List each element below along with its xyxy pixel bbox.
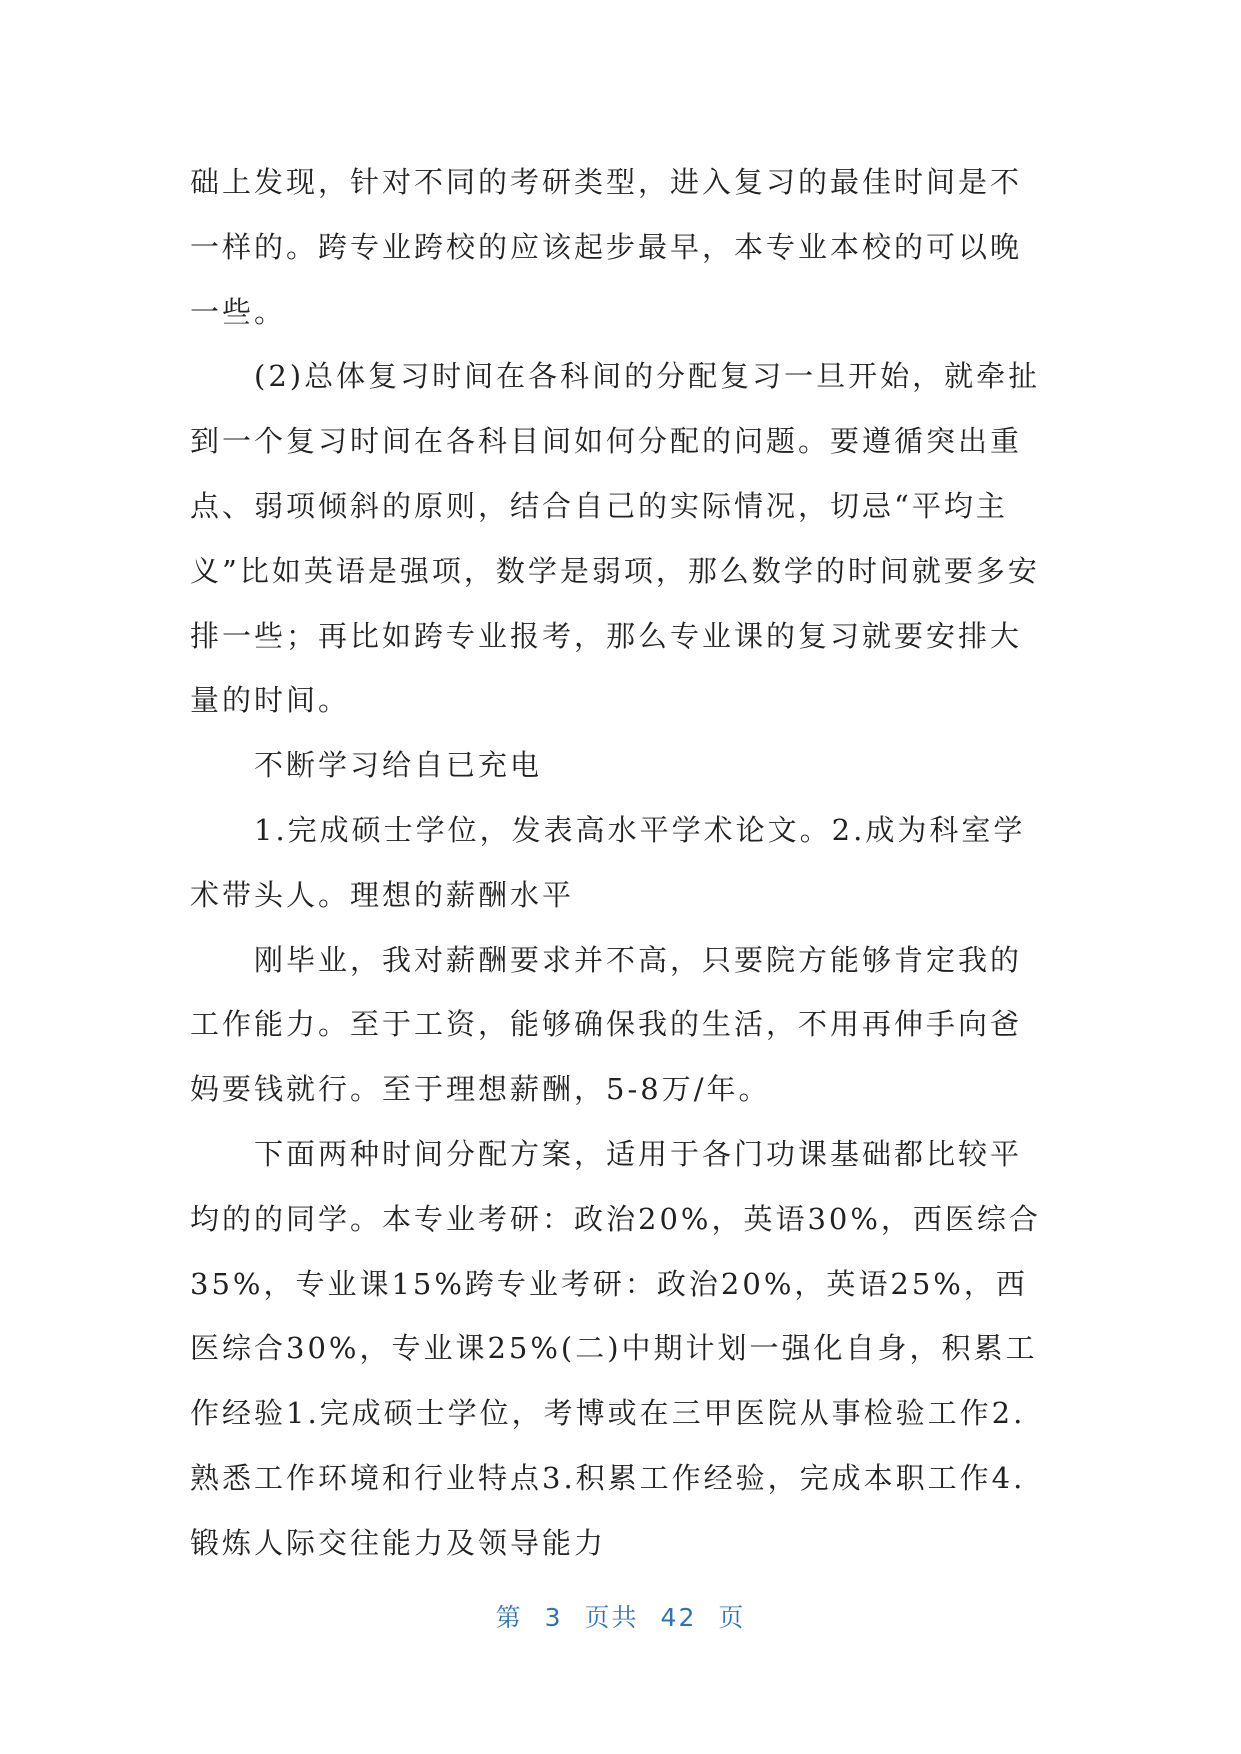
footer-suffix: 页 bbox=[718, 1603, 746, 1632]
footer-prefix: 第 bbox=[495, 1603, 523, 1632]
paragraph-continuation: 础上发现，针对不同的考研类型，进入复习的最佳时间是不一样的。跨专业跨校的应该起步最早，本专业本校的可以晚一些。 bbox=[190, 165, 1023, 329]
paragraph-goals: 1.完成硕士学位，发表高水平学术论文。2.成为科室学术带头人。理想的薪酬水平 bbox=[190, 812, 1026, 912]
document-body bbox=[190, 150, 1052, 1576]
page-footer bbox=[0, 1598, 1241, 1634]
footer-middle: 页共 bbox=[584, 1603, 639, 1632]
paragraph-salary: 刚毕业，我对薪酬要求并不高，只要院方能够肯定我的工作能力。至于工资，能够确保我的生活，不用再伸手向爸妈要钱就行。至于理想薪酬，5-8万/年。 bbox=[190, 942, 1023, 1107]
footer-total-pages: 42 bbox=[660, 1603, 697, 1632]
paragraph-heading-self-study: 不断学习给自已充电 bbox=[254, 748, 543, 783]
paragraph-time-allocation: (2)总体复习时间在各科间的分配复习一旦开始，就牵扯到一个复习时间在各科目间如何分配的问题。要遵循突出重点、弱项倾斜的原则，结合自己的实际情况，切忌“平均主义”比如英语是强项，数学是弱项，那么数学的时间就要多安排一些；再比如跨专业报考，那么专业课的复习就要安排大量的时间。 bbox=[190, 359, 1041, 718]
paragraph-allocation-plans: 下面两种时间分配方案，适用于各门功课基础都比较平均的的同学。本专业考研：政治20%，英语30%，西医综合35%，专业课15%跨专业考研：政治20%，英语25%，西医综合30%，专业课25%(二)中期计划一强化自身，积累工作经验1.完成硕士学位，考博或在三甲医院从事检验工作2.熟悉工作环境和行业特点3.积累工作经验，完成本职工作4.锻炼人际交往能力及领导能力 bbox=[190, 1136, 1041, 1560]
footer-current-page: 3 bbox=[544, 1603, 563, 1632]
